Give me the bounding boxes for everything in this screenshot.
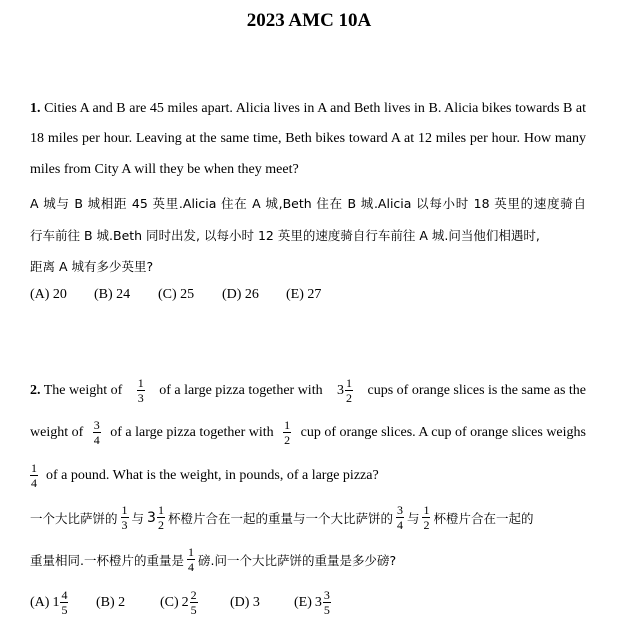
fraction-denominator: 4 [187,560,194,574]
q2-cn-text-2b: 磅.问一个大比萨饼的重量是多少磅? [197,552,397,568]
q2-en-text-2b: of a large pizza together with [110,424,274,440]
fraction-numerator: 3 [323,588,330,602]
fraction-numerator: 4 [61,588,68,602]
q1-en-line-1 [30,101,586,117]
fraction-denominator: 4 [31,476,37,490]
fraction-numerator: 1 [284,418,291,432]
q2-cn-fraction-1 [121,503,129,532]
q2-cn-text-1d: 与 [406,510,420,526]
fraction-denominator: 4 [396,518,403,532]
q2-choice-d: (D) 3 [230,594,260,610]
q2-en-line-1 [30,376,586,405]
q1-choice-b: (B) 24 [94,287,131,302]
choice-label: (E) [294,594,312,610]
q2-cn-text-1b: 与 [131,510,145,526]
q2-fraction-2 [93,418,101,447]
q2-cn-line-1 [30,503,586,532]
fraction-numerator: 3 [396,503,403,517]
fraction-denominator: 3 [121,518,128,532]
q1-choice-d: (D) 26 [222,287,259,302]
q2-en-text-3: of a pound. What is the weight, in pounds, of a large pizza? [46,467,379,483]
fraction-denominator: 2 [346,391,353,405]
fraction-denominator: 4 [93,433,100,447]
q2-cn-text-1a: 一个大比萨饼的 [30,510,118,526]
q2-cn-mixed-number-1 [144,503,168,532]
q1-choice-e: (E) 27 [286,287,322,302]
fraction-numerator: 2 [190,588,197,602]
fraction-denominator: 3 [137,391,144,405]
fraction-denominator: 5 [190,603,197,617]
q2-cn-fraction-3 [422,503,430,532]
q1-number: 1. [30,101,41,116]
mixed-whole: 2 [181,594,189,610]
q1-cn-line-1: A 城与 B 城相距 45 英里.Alicia 住在 A 城,Beth 住在 B 城.Alicia 以每小时 18 英里的速度骑自 [30,196,586,211]
q2-en-text-2a: weight of [30,424,84,440]
fraction-denominator: 2 [284,433,291,447]
page-title: 2023 AMC 10A [246,10,372,31]
q2-cn-line-2 [30,545,586,574]
choice-label: (C) [160,594,179,610]
q1-en-line-2: 18 miles per hour. Leaving at the same time, Beth bikes toward A at 12 miles per hour. How many [30,131,586,146]
q2-en-text-1b: of a large pizza together with [159,382,323,398]
q2-fraction-3 [283,418,291,447]
q2-number: 2. [30,382,41,398]
q2-cn-text-1c: 杯橙片合在一起的重量与一个大比萨饼的 [167,510,393,526]
q2-en-line-3 [30,461,586,490]
q2-fraction-4 [30,461,38,490]
q2-en-text-1a: The weight of [43,382,123,398]
q2-en-text-1c: cups of orange slices is the same as the [367,382,586,398]
q1-cn-line-3: 距离 A 城有多少英里? [30,259,154,274]
q1-en-text-1: Cities A and B are 45 miles apart. Alicia lives in A and Beth lives in B. Alicia bikes towards B at [44,101,587,116]
q2-cn-text-1e: 杯橙片合在一起的 [433,510,534,526]
q2-cn-fraction-4 [187,545,195,574]
q1-choice-c: (C) 25 [158,287,195,302]
fraction-numerator: 1 [121,503,128,517]
fraction-denominator: 5 [61,603,68,617]
q2-choice-c [160,588,230,617]
q2-mixed-number-1 [334,376,356,405]
fraction-numerator: 1 [157,503,164,517]
q1-choice-a: (A) 20 [30,287,67,302]
q2-cn-fraction-2 [396,503,404,532]
mixed-whole: 3 [337,382,345,398]
q2-choice-e [294,588,334,617]
fraction-numerator: 3 [93,418,100,432]
fraction-numerator: 1 [423,503,430,517]
fraction-denominator: 5 [323,603,330,617]
q2-en-line-2 [30,418,586,447]
fraction-denominator: 2 [157,518,164,532]
q2-choice-b: (B) 2 [96,594,126,610]
q1-en-line-3: miles from City A will they be when they meet? [30,162,299,177]
fraction-numerator: 1 [31,461,37,475]
fraction-numerator: 1 [346,376,353,390]
choice-label: (A) [30,594,50,610]
q2-choice-a [30,588,96,617]
fraction-denominator: 2 [423,518,430,532]
q2-choices [30,588,586,617]
mixed-whole: 3 [314,594,322,610]
q1-choices [30,287,586,303]
mixed-whole: 1 [52,594,60,610]
fraction-numerator: 1 [137,376,144,390]
q2-fraction-1 [137,376,145,405]
q2-en-text-2c: cup of orange slices. A cup of orange slices weighs [300,424,586,440]
mixed-whole: 3 [147,509,156,526]
q2-cn-text-2a: 重量相同.一杯橙片的重量是 [30,552,184,568]
q1-cn-line-2: 行车前往 B 城.Beth 同时出发, 以每小时 12 英里的速度骑自行车前往 A 城.问当他们相遇时, [30,228,540,243]
fraction-numerator: 1 [187,545,194,559]
